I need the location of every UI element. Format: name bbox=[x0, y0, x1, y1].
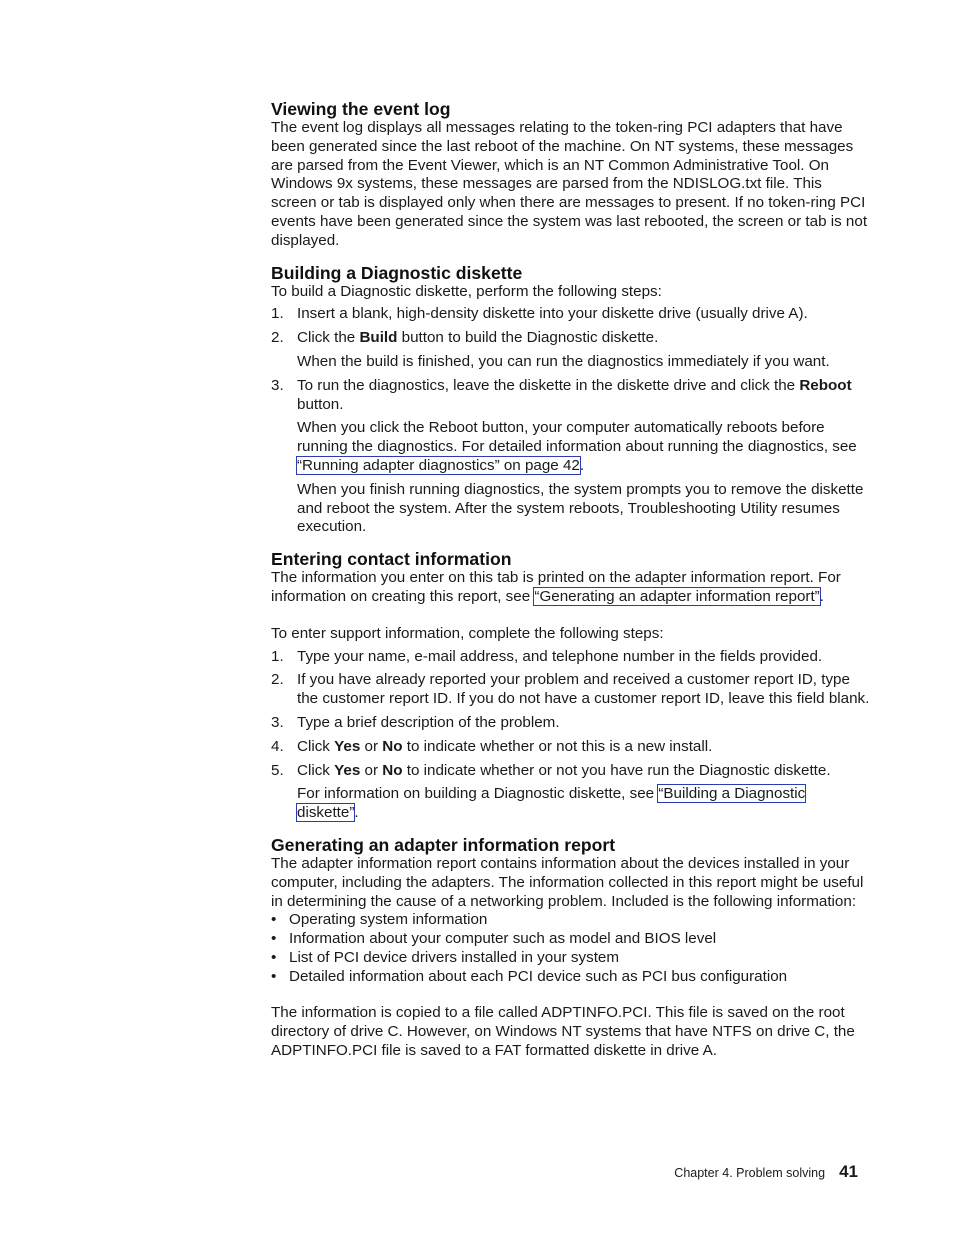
step-text: Insert a blank, high-density diskette into your diskette drive (usually drive A). bbox=[297, 305, 808, 323]
link-running-diagnostics[interactable]: “Running adapter diagnostics” on page 42 bbox=[297, 456, 580, 474]
contact-steps-intro: To enter support information, complete the following steps: bbox=[271, 624, 664, 642]
bullet-icon: • bbox=[271, 911, 277, 929]
step-text: If you have already reported your problem and received a customer report ID, type the customer report ID. If you do not have a customer report ID, leave this field blank. bbox=[297, 671, 870, 708]
list-item: • List of PCI device drivers installed in your system bbox=[271, 948, 620, 966]
page-content bbox=[271, 99, 871, 1073]
step-note: For information on building a Diagnostic diskette, see “Building a Diagnostic diskette”. bbox=[297, 785, 806, 822]
contact-steps bbox=[271, 648, 871, 823]
step-number: 1. bbox=[271, 647, 284, 665]
diagnostic-intro: To build a Diagnostic diskette, perform the following steps: bbox=[271, 282, 662, 300]
bullet-icon: • bbox=[271, 967, 277, 985]
step-text: Click Yes or No to indicate whether or not you have run the Diagnostic diskette. bbox=[297, 761, 831, 779]
event-log-body: The event log displays all messages relating to the token-ring PCI adapters that have been generated since the last reboot of the machine. On NT systems, these messages are parsed from the Event Viewer, which is an NT Common Administrative Tool. On Windows 9x systems, these messages are parsed from the NDISLOG.txt file. This screen or tab is displayed only when there are messages to present. If no token-ring PCI events have been generated since the system was last rebooted, the screen or tab is not displayed. bbox=[271, 119, 868, 249]
heading-report: Generating an adapter information report bbox=[271, 834, 616, 855]
step-text: Type a brief description of the problem. bbox=[297, 713, 560, 731]
list-item bbox=[271, 714, 871, 733]
contact-intro: The information you enter on this tab is printed on the adapter information report. For information on creating this report, see “Generating an adapter information report”. bbox=[271, 569, 841, 605]
heading-contact: Entering contact information bbox=[271, 549, 512, 570]
link-building-diagnostic[interactable]: “Building a Diagnostic diskette” bbox=[297, 785, 806, 822]
section-report bbox=[271, 835, 871, 1061]
list-item bbox=[271, 305, 871, 324]
list-item: • Information about your computer such as model and BIOS level bbox=[271, 930, 717, 948]
heading-event-log: Viewing the event log bbox=[271, 99, 451, 119]
list-item bbox=[271, 329, 871, 372]
bullet-icon: • bbox=[271, 948, 277, 966]
step-text: Click the Build button to build the Diagnostic diskette. bbox=[297, 329, 659, 347]
diagnostic-steps bbox=[271, 305, 871, 537]
link-generating-report[interactable]: “Generating an adapter information report” bbox=[534, 587, 820, 605]
build-term: Build bbox=[359, 329, 398, 347]
step-number: 3. bbox=[271, 376, 284, 394]
step-number: 4. bbox=[271, 737, 284, 755]
report-intro: The adapter information report contains information about the devices installed in your computer, including the adapters. The information collected in this report might be useful in determining the cause of a networking problem. Included is the following information: bbox=[271, 854, 864, 910]
step-number: 5. bbox=[271, 761, 284, 779]
step-number: 2. bbox=[271, 671, 284, 689]
reboot-term: Reboot bbox=[799, 376, 852, 394]
page-number: 41 bbox=[839, 1162, 858, 1181]
step-note: When the build is finished, you can run the diagnostics immediately if you want. bbox=[297, 352, 830, 370]
section-diagnostic bbox=[271, 263, 871, 538]
list-item bbox=[271, 738, 871, 757]
list-item bbox=[271, 671, 871, 709]
step-text: Click Yes or No to indicate whether or not this is a new install. bbox=[297, 737, 713, 755]
list-item bbox=[271, 377, 871, 537]
report-closing: The information is copied to a file called ADPTINFO.PCI. This file is saved on the root directory of drive C. However, on Windows NT systems that have NTFS on drive C, the ADPTINFO.PCI file is saved to a FAT formatted diskette in drive A. bbox=[271, 1004, 855, 1060]
bullet-icon: • bbox=[271, 930, 277, 948]
section-contact bbox=[271, 549, 871, 823]
list-item: • Operating system information bbox=[271, 911, 488, 929]
heading-diagnostic: Building a Diagnostic diskette bbox=[271, 262, 523, 283]
step-number: 3. bbox=[271, 713, 284, 731]
step-text: To run the diagnostics, leave the diskette in the diskette drive and click the Reboot button. bbox=[297, 376, 852, 413]
step-note: When you finish running diagnostics, the system prompts you to remove the diskette and reboot the system. After the system reboots, Troubleshooting Utility resumes execution. bbox=[297, 480, 864, 536]
step-number: 1. bbox=[271, 305, 284, 323]
page-footer bbox=[600, 1162, 858, 1182]
step-number: 2. bbox=[271, 329, 284, 347]
chapter-label: Chapter 4. Problem solving bbox=[674, 1166, 826, 1180]
list-item bbox=[271, 762, 871, 823]
step-text: Type your name, e-mail address, and telephone number in the fields provided. bbox=[297, 647, 823, 665]
list-item: • Detailed information about each PCI device such as PCI bus configuration bbox=[271, 967, 788, 985]
section-event-log bbox=[271, 99, 871, 251]
step-note: When you click the Reboot button, your computer automatically reboots before running the diagnostics. For detailed information about running the diagnostics, see “Running adapter diagnostics” on page 42. bbox=[297, 419, 857, 474]
report-bullets bbox=[271, 911, 871, 986]
list-item bbox=[271, 648, 871, 667]
